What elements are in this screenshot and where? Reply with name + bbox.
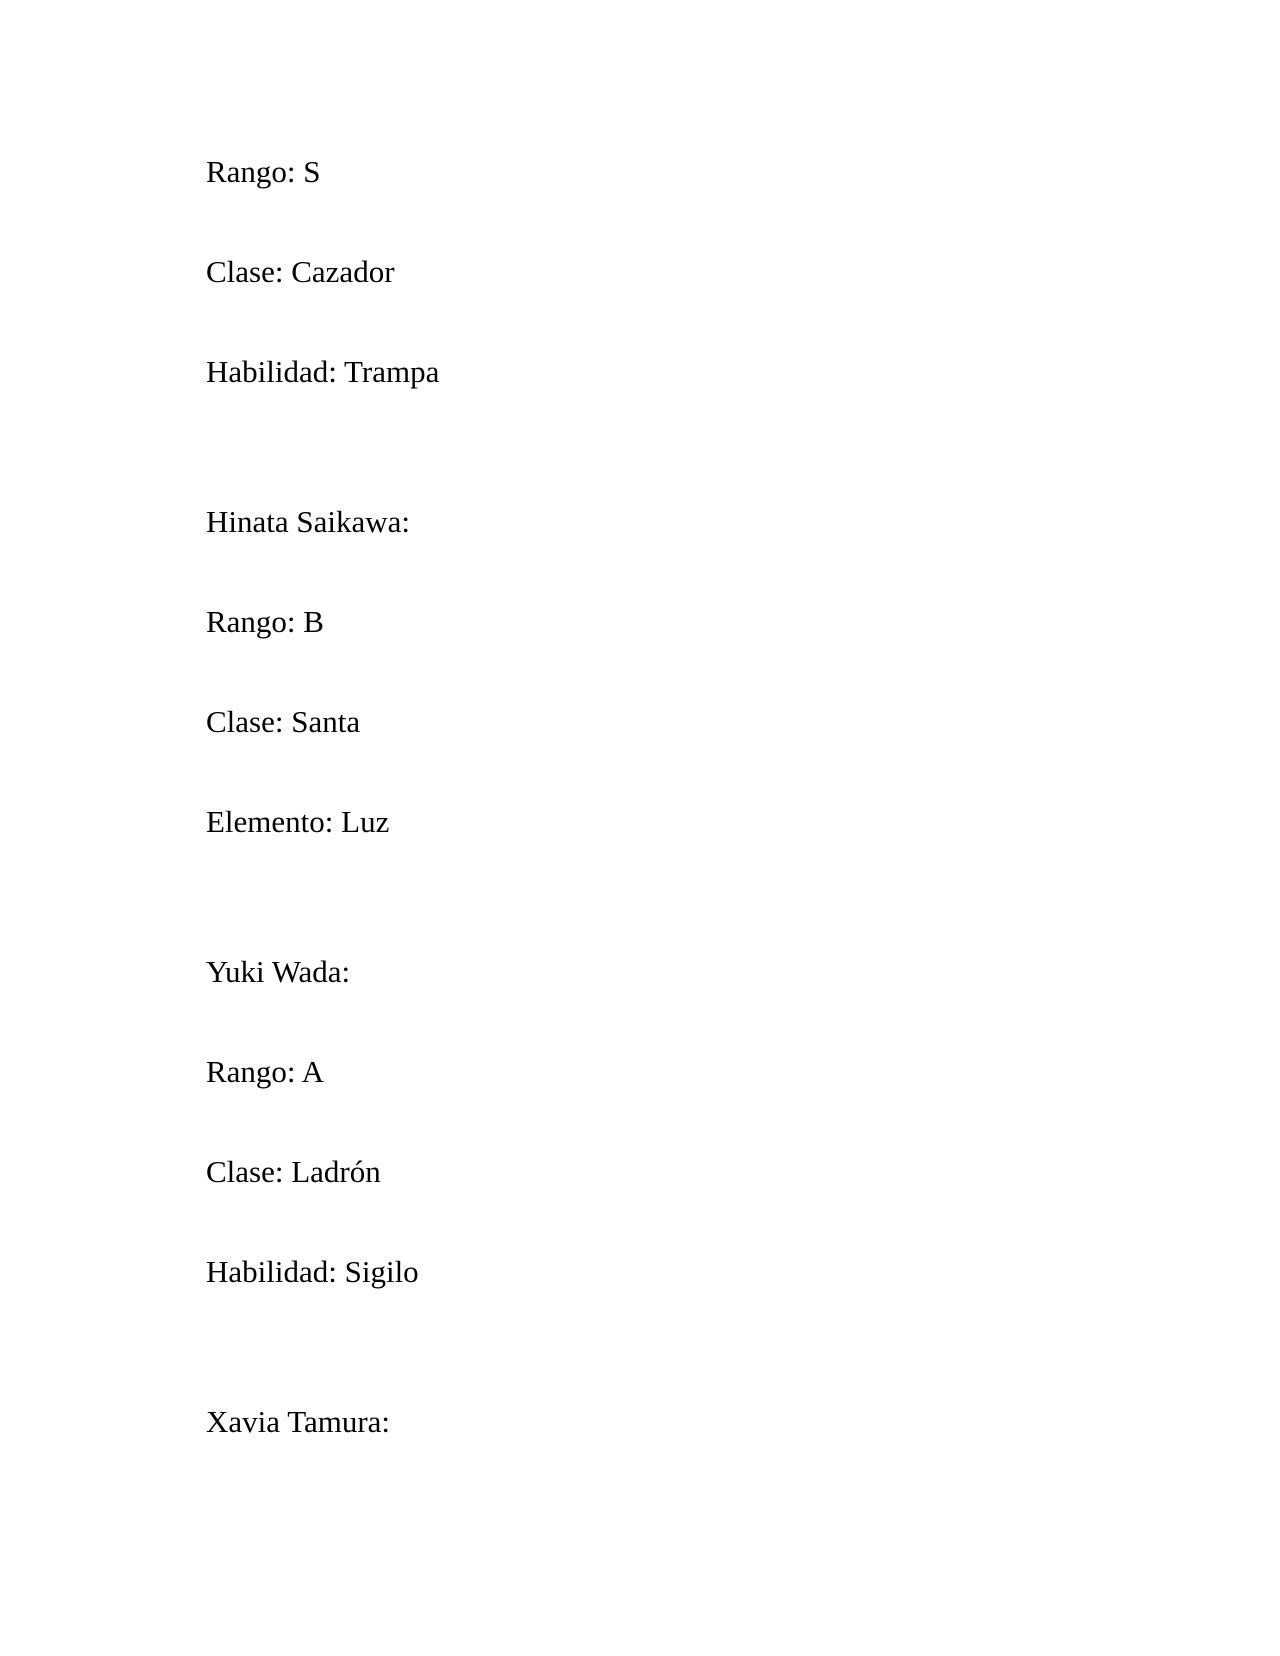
rank-line: Rango: B xyxy=(206,604,324,639)
rank-line: Rango: A xyxy=(206,1054,324,1089)
element-line: Elemento: Luz xyxy=(206,804,390,839)
ability-line: Habilidad: Trampa xyxy=(206,354,440,389)
class-line: Clase: Cazador xyxy=(206,254,395,289)
rank-line: Rango: S xyxy=(206,154,321,189)
character-name: Yuki Wada: xyxy=(206,954,351,989)
character-name: Xavia Tamura: xyxy=(206,1404,391,1439)
class-line: Clase: Santa xyxy=(206,704,361,739)
character-name: Hinata Saikawa: xyxy=(206,504,411,539)
class-line: Clase: Ladrón xyxy=(206,1154,381,1189)
ability-line: Habilidad: Sigilo xyxy=(206,1254,419,1289)
